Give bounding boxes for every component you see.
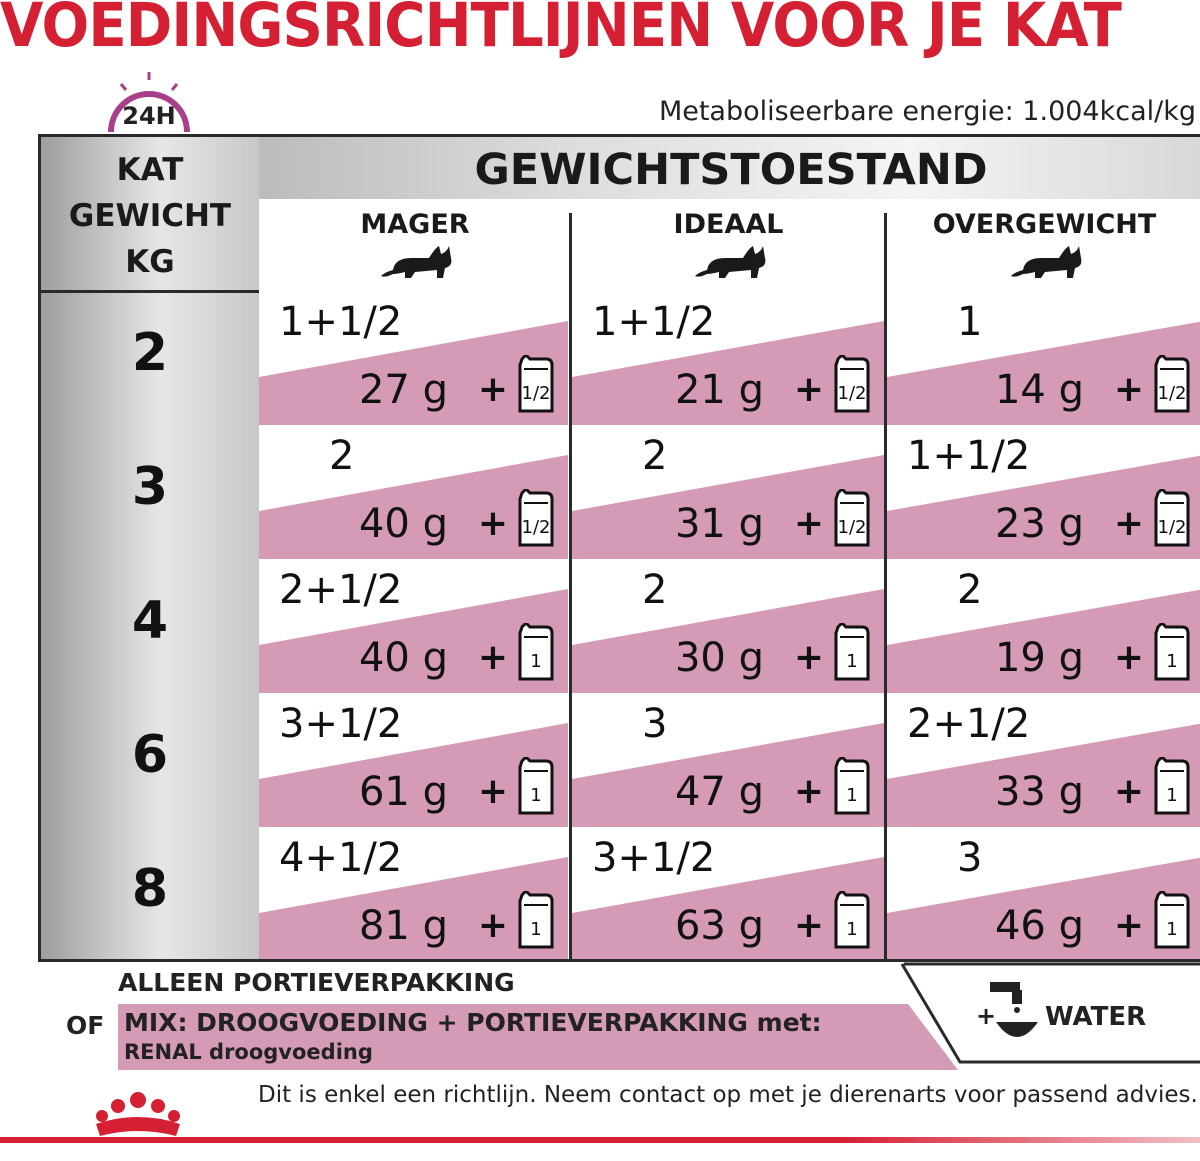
dry-food-grams: 27 g	[358, 367, 448, 413]
dry-food-grams: 30 g	[674, 635, 764, 681]
dry-food-grams: 46 g	[994, 903, 1084, 949]
plus-sign: +	[793, 369, 824, 410]
footer-red-line	[0, 1137, 1200, 1143]
pouch-count: 2	[329, 433, 355, 479]
feeding-cell	[887, 827, 1200, 961]
plus-sign: +	[1113, 637, 1144, 678]
dry-food-grams: 33 g	[994, 769, 1084, 815]
kg-header-line: GEWICHT	[68, 198, 232, 234]
plus-sign: +	[477, 905, 508, 946]
feeding-cell	[572, 425, 884, 559]
pouch-icon	[516, 623, 556, 681]
pouch-portion: 1/2	[1157, 383, 1187, 404]
pouch-portion: 1/2	[837, 383, 867, 404]
pouch-count: 1+1/2	[279, 299, 403, 345]
kg-value: 8	[131, 859, 169, 919]
pouch-icon	[516, 355, 556, 413]
plus-sign: +	[793, 905, 824, 946]
feeding-cell	[259, 559, 568, 693]
cat-icon	[689, 244, 769, 282]
kg-header-divider	[41, 290, 259, 293]
pouch-count: 3+1/2	[279, 701, 403, 747]
pouch-portion: 1	[1166, 651, 1178, 672]
mix-legend-line1: MIX: DROOGVOEDING + PORTIEVERPAKKING met:	[124, 1008, 822, 1037]
pouch-icon	[832, 757, 872, 815]
kg-value: 2	[131, 323, 169, 383]
pouch-only-legend: ALLEEN PORTIEVERPAKKING	[118, 968, 515, 997]
feeding-cell	[887, 425, 1200, 559]
plus-sign: +	[1113, 503, 1144, 544]
kg-header-line: KG	[125, 244, 175, 280]
cat-icon	[1005, 244, 1085, 282]
plus-sign: +	[477, 637, 508, 678]
pouch-count: 2+1/2	[907, 701, 1031, 747]
disclaimer: Dit is enkel een richtlijn. Neem contact op met je dierenarts voor passend advies.	[258, 1082, 1198, 1108]
pouch-portion: 1	[846, 651, 858, 672]
pouch-icon	[1152, 355, 1192, 413]
dry-food-grams: 14 g	[994, 367, 1084, 413]
plus-sign: +	[1113, 771, 1144, 812]
or-label: OF	[66, 1011, 105, 1040]
plus-sign: +	[793, 637, 824, 678]
pouch-portion: 1	[1166, 919, 1178, 940]
pouch-portion: 1	[846, 785, 858, 806]
dry-food-grams: 47 g	[674, 769, 764, 815]
plus-sign: +	[793, 771, 824, 812]
feeding-cell	[259, 827, 568, 961]
feeding-cell	[259, 693, 568, 827]
pouch-portion: 1/2	[521, 517, 551, 538]
pouch-icon	[832, 891, 872, 949]
feeding-cell	[572, 827, 884, 961]
pouch-icon	[516, 757, 556, 815]
24h-clock-icon	[97, 68, 201, 138]
pouch-count: 1+1/2	[907, 433, 1031, 479]
kg-value: 4	[131, 591, 169, 651]
column-header-1	[571, 199, 886, 291]
feeding-cell	[572, 291, 884, 425]
pouch-count: 2+1/2	[279, 567, 403, 613]
energy-note: Metaboliseerbare energie: 1.004kcal/kg	[658, 96, 1196, 127]
dry-food-grams: 19 g	[994, 635, 1084, 681]
dry-food-grams: 81 g	[358, 903, 448, 949]
plus-sign: +	[477, 503, 508, 544]
pouch-portion: 1/2	[1157, 517, 1187, 538]
pouch-portion: 1	[530, 651, 542, 672]
dry-food-grams: 31 g	[674, 501, 764, 547]
pouch-portion: 1/2	[837, 517, 867, 538]
feeding-cell	[887, 693, 1200, 827]
pouch-count: 3	[957, 835, 983, 881]
kg-value: 6	[131, 725, 169, 785]
pouch-icon	[832, 623, 872, 681]
column-header-0	[259, 199, 571, 291]
pouch-icon	[832, 489, 872, 547]
plus-sign: +	[793, 503, 824, 544]
weight-state-header: GEWICHTSTOESTAND	[474, 145, 988, 195]
water-label: WATER	[1045, 1002, 1147, 1032]
pouch-count: 4+1/2	[279, 835, 403, 881]
feeding-cell	[572, 559, 884, 693]
feeding-table	[38, 134, 1200, 962]
feeding-cell	[259, 425, 568, 559]
pouch-icon	[516, 891, 556, 949]
pouch-icon	[832, 355, 872, 413]
feeding-cell	[259, 291, 568, 425]
pouch-count: 2	[642, 567, 668, 613]
dry-food-grams: 40 g	[358, 635, 448, 681]
cat-icon	[375, 244, 455, 282]
plus-sign: +	[1113, 905, 1144, 946]
plus-sign: +	[1113, 369, 1144, 410]
feeding-cell	[887, 559, 1200, 693]
dry-food-grams: 63 g	[674, 903, 764, 949]
dry-food-grams: 23 g	[994, 501, 1084, 547]
plus-sign: +	[477, 771, 508, 812]
pouch-portion: 1	[1166, 785, 1178, 806]
tap-water-icon	[990, 982, 1038, 1037]
pouch-portion: 1	[846, 919, 858, 940]
pouch-icon	[1152, 489, 1192, 547]
pouch-portion: 1	[530, 919, 542, 940]
pouch-count: 2	[957, 567, 983, 613]
dry-food-grams: 61 g	[358, 769, 448, 815]
column-header-label: MAGER	[360, 209, 470, 240]
pouch-icon	[1152, 757, 1192, 815]
pouch-portion: 1/2	[521, 383, 551, 404]
column-header-label: OVERGEWICHT	[932, 209, 1157, 240]
pouch-icon	[516, 489, 556, 547]
water-plus: +	[976, 1002, 997, 1030]
pouch-count: 1+1/2	[592, 299, 716, 345]
column-header-label: IDEAAL	[673, 209, 784, 240]
pouch-count: 1	[957, 299, 983, 345]
24h-badge-text: 24H	[122, 102, 176, 130]
pouch-count: 3+1/2	[592, 835, 716, 881]
pouch-icon	[1152, 623, 1192, 681]
kg-header-line: KAT	[116, 152, 184, 188]
crown-logo	[88, 1090, 188, 1140]
plus-sign: +	[477, 369, 508, 410]
kg-column-header	[41, 147, 259, 285]
dry-food-grams: 40 g	[358, 501, 448, 547]
pouch-count: 2	[642, 433, 668, 479]
pouch-icon	[1152, 891, 1192, 949]
pouch-count: 3	[642, 701, 668, 747]
mix-legend-line2: RENAL droogvoeding	[124, 1040, 373, 1064]
feeding-cell	[887, 291, 1200, 425]
page-title: VOEDINGSRICHTLIJNEN VOOR JE KAT	[0, 0, 1121, 61]
feeding-cell	[572, 693, 884, 827]
dry-food-grams: 21 g	[674, 367, 764, 413]
pouch-portion: 1	[530, 785, 542, 806]
column-header-2	[886, 199, 1200, 291]
kg-value: 3	[131, 457, 169, 517]
